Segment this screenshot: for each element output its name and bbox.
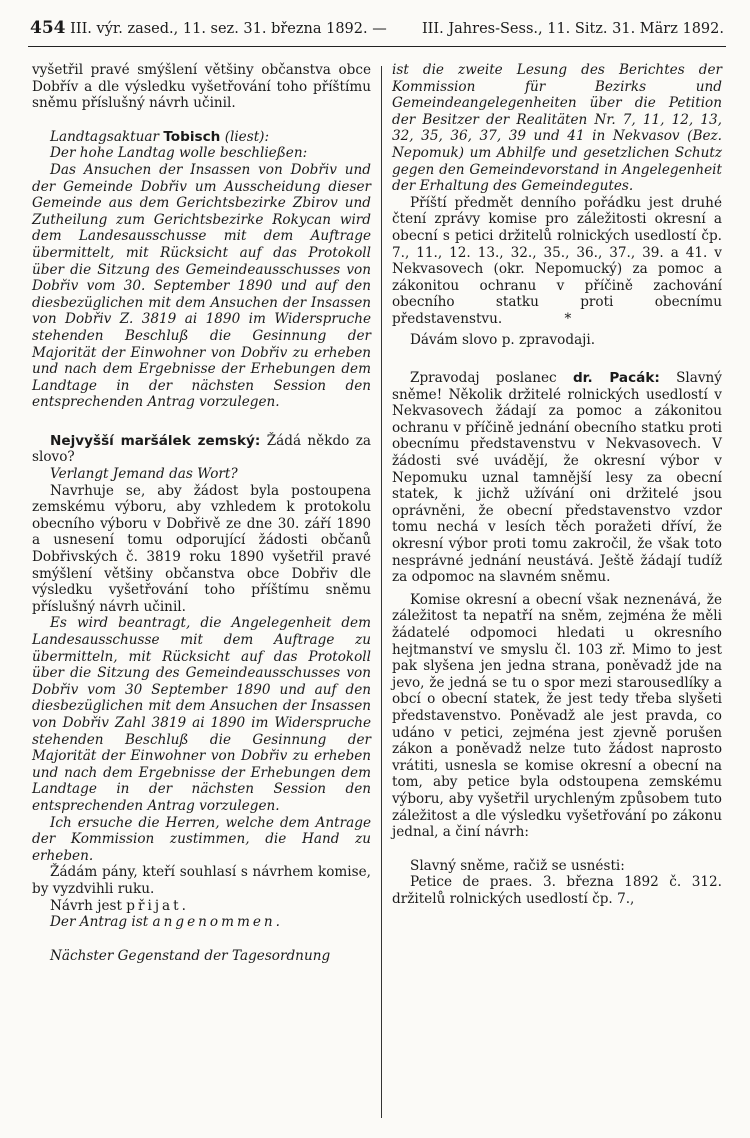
speaker-name: dr. Pacák: xyxy=(572,370,660,387)
left-paragraph-12 xyxy=(32,914,371,931)
header-separator: — xyxy=(372,21,387,37)
left-paragraph-9: Ich ersuche die Herren, welche dem Antrage der Kommission zustimmen, die Hand zu erheben. xyxy=(32,814,371,864)
speaker-text: Slavný sněme! Několik držitelé rolnických usedlostí v Nekvasovech žádají za pomoc a zákonitou ochranu v příčině jednání obecního statku proti obecnímu představenstvu v Nekvasovech. V žádosti své uvádějí, že okresní výbor v Nepomuku uznal tamnější lesy za obecní statek, k jichž užívání oni držitelé jsou oprávněni, že obecní představenstvo vzdor tomu nechá v lesích těch poražeti dříví, že okresní výbor proti tomu zakročil, že však toto nesprávné jednání neustává. Ještě žádají tudíž za odpomoc na slavném sněmu. xyxy=(392,370,722,586)
speaker-role: Landtagsaktuar xyxy=(50,128,159,145)
header-left-text: III. výr. zased., 11. sez. 31. března 1892. xyxy=(70,21,368,37)
left-column xyxy=(32,62,371,964)
text: Der Antrag ist xyxy=(50,914,149,931)
left-paragraph-8: Es wird beantragt, die Angelegenheit dem Landesausschusse mit dem Auftrage zu übermitteln, mit Rücksicht auf das Protokoll über die Sitzung des Gemeindeausschusses von Dobřiv vom 30 September 1890 und auf den diesbezüglichen mit dem Ansuchen der Insassen von Dobřiv Zahl 3819 ai 1890 im Widerspruche stehenden Beschluß die Gesinnung der Majorität der Einwohner von Dobřiv zu erheben und nach dem Ergebnisse der Erhebungen dem Landtage in der nächsten Session den entsprechenden Antrag vorzulegen. xyxy=(32,615,371,814)
result-word: přijat. xyxy=(126,897,189,914)
right-paragraph-1: ist die zweite Lesung des Berichtes der Kommission für Bezirks und Gemeindeangelegenheiten über die Petition der Besitzer der Realitäten Nr. 7, 11, 12, 13, 32, 35, 36, 37, 39 und 41 in Nekvasov (Bez. Nepomuk) um Abhilfe und gesetzlichen Schutz gegen den Gemeindevorstand in Angelegenheit der Erhaltung des Gemeindegutes. xyxy=(392,62,722,195)
right-paragraph-3: Dávám slovo p. zpravodaji. xyxy=(410,331,596,348)
speaker-role: Zpravodaj poslanec xyxy=(410,370,557,387)
left-speaker-line xyxy=(32,129,371,146)
column-divider xyxy=(381,66,382,1118)
speaker-note: (liest): xyxy=(224,128,270,145)
speaker-name: Nejvyšší maršálek zemský: xyxy=(50,432,261,449)
page-header xyxy=(30,18,724,44)
header-left xyxy=(30,18,387,38)
right-column xyxy=(392,62,722,908)
left-paragraph-10: Žádám pány, kteří souhlasí s návrhem komise, by vyzdvihli ruku. xyxy=(32,864,371,897)
speaker-text: Žádá někdo za slovo? xyxy=(32,432,371,466)
header-rule xyxy=(28,46,726,47)
text: Návrh jest xyxy=(50,897,122,914)
left-paragraph-11 xyxy=(32,898,371,915)
left-paragraph-3: Der hohe Landtag wolle beschließen: xyxy=(50,145,308,162)
right-reporter-paragraph xyxy=(392,370,722,586)
text: Příští předmět denního pořádku jest druhé čtení zprávy komise pro záležitosti okresní a obecní s petici držitelů rolnických usedlostí čp. 7., 11., 12. 13., 32., 35., 36., 37., 39. a 41. v Nekvasovech (okr. Nepomucký) za pomoc a zákonitou ochranu v příčině zachování obecního statku proti obecnímu představenstvu. xyxy=(392,194,722,327)
header-right-text: III. Jahres-Sess., 11. Sitz. 31. März 1892. xyxy=(421,21,724,37)
left-paragraph-4: Das Ansuchen der Insassen von Dobřiv und der Gemeinde Dobřiv um Ausscheidung dieser Gemeinde aus dem Gerichtsbezirke Zbirov und Zutheilung zum Gerichtsbezirke Rokycan wird dem Landesausschusse mit dem Auftrage übermittelt, mit Rücksicht auf das Protokoll über die Sitzung des Gemeindeausschusses von Dobřiv vom 30. September 1890 und auf den diesbezüglichen mit dem Ansuchen der Insassen von Dobřiv Z. 3819 ai 1890 im Widerspruche stehenden Beschluß die Gesinnung der Majorität der Einwohner von Dobřiv zu erheben und nach dem Ergebnisse der Erhebungen dem Landtage in der nächsten Session den entsprechenden Antrag vorzulegen. xyxy=(32,161,371,411)
left-paragraph-6: Verlangt Jemand das Wort? xyxy=(50,466,238,483)
page-number: 454 xyxy=(30,18,66,38)
speaker-name: Tobisch xyxy=(163,128,221,145)
right-paragraph-6: Slavný sněme, račiž se usnésti: xyxy=(410,857,625,874)
left-paragraph-7: Navrhuje se, aby žádost byla postoupena zemskému výboru, aby vzhledem k protokolu obecního výboru v Dobřivě ze dne 30. září 1890 a usnesení tomu odporující žádosti občanů Dobřivských č. 3819 roku 1890 vyšetřil pravé smýšlení většiny občanstva obce Dobřiv dle výsledku vyšetřování toho příštímu sněmu příslušný návrh učinil. xyxy=(32,482,371,615)
right-paragraph-5: Komise okresní a obecní však neznenává, že záležitost ta nepatří na sněm, zejména že měli žádatelé odpomoci hledati u okresního hejtmanství ve smyslu čl. 103 zř. Mimo to jest pak slyšena jen jedna strana, poněvadž jde na jevo, že jedná se tu o spor mezi starousedlíky a obcí o obecní statek, že jest tedy třeba slyšeti představenstvo. Poněvadž ale jest pravda, co udáno v petici, zejména jest zjevně porušen zákon a poněvadž nelze tuto žádost naprosto vrátiti, usnesla se komise okresní a obecní na tom, aby petice byla odstoupena zemskému výboru, aby vyšetřil urychleným způsobem tuto záležitost a dle výsledku vyšetřování po zákonu jednal, a činí návrh: xyxy=(392,591,722,841)
left-paragraph-1: vyšetřil pravé smýšlení většiny občanstva obce Dobřív a dle výsledku vyšetřování toho příštímu sněmu příslušný návrh učinil. xyxy=(32,62,371,112)
left-paragraph-13: Nächster Gegenstand der Tagesordnung xyxy=(50,947,331,964)
right-paragraph-7: Petice de praes. 3. března 1892 č. 312. držitelů rolnických usedlostí čp. 7., xyxy=(392,874,722,907)
asterisk: * xyxy=(564,310,572,327)
right-paragraph-2 xyxy=(392,195,722,328)
left-marshal-line xyxy=(32,433,371,466)
result-word: angenommen. xyxy=(152,914,283,931)
